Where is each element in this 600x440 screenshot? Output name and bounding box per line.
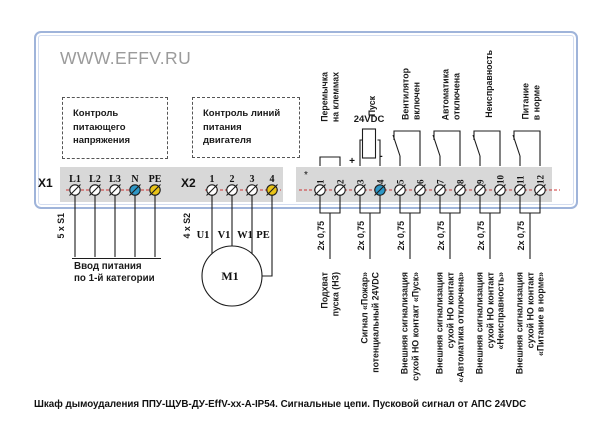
- bottom-label-start-latch: [320, 272, 341, 316]
- top-label-fault: [484, 50, 495, 118]
- svg-text:L2: L2: [89, 174, 101, 185]
- contact-fault: [473, 131, 500, 166]
- svg-text:7: 7: [435, 179, 446, 184]
- terminal-sig-2: [335, 179, 346, 196]
- cable-size-label: 2х 0,75: [396, 221, 406, 251]
- svg-text:12: 12: [535, 175, 546, 184]
- start-voltage-label: 24VDC: [353, 114, 385, 125]
- motor-terminal-v1: V1: [217, 230, 231, 241]
- label-line: сухой НО контакт: [444, 272, 455, 349]
- label-line: Перемычка: [319, 72, 330, 122]
- label-line: Подхват: [319, 272, 330, 309]
- diagram-caption: Шкаф дымоудаления ППУ-ЩУВ-ДУ-EffV-xx-A-IP54. Сигнальные цепи. Пусковой сигнал от АПС 24VDC: [34, 399, 527, 410]
- note-5xs1: 5 x S1: [56, 213, 66, 239]
- top-label-automation-off: [441, 69, 462, 120]
- terminal-x2-1: [207, 174, 218, 196]
- contact-power-ok: [513, 131, 540, 166]
- label-line: Внешняя сигнализация: [434, 272, 445, 375]
- terminal-sig-7: [435, 179, 446, 196]
- terminal-sig-11: [515, 175, 526, 196]
- terminal-x2-4: [267, 174, 278, 196]
- contact-automation-off: [433, 131, 460, 166]
- cable-size-label: 2х 0,75: [316, 221, 326, 251]
- label-line: пуска (НЗ): [330, 272, 340, 317]
- cable-size-label: 2х 0,75: [516, 221, 526, 251]
- terminal-sig-8: [455, 179, 466, 196]
- cable-size-label: 2х 0,75: [476, 221, 486, 251]
- label-line: включен: [411, 82, 421, 120]
- terminal-sig-1: [315, 179, 326, 196]
- cable-size-label: 2х 0,75: [436, 221, 446, 251]
- terminal-sig-3: [355, 179, 366, 196]
- label-line: Питание: [520, 83, 531, 120]
- label-line: «Питание в норме»: [535, 272, 546, 356]
- motor-terminal-u1: U1: [196, 230, 210, 241]
- terminal-sig-4: [375, 179, 386, 196]
- label-line: сухой НО контакт «Пуск»: [410, 272, 420, 381]
- label-line: «Неисправность»: [495, 272, 506, 350]
- terminal-sig-6: [415, 179, 426, 196]
- label-line: Внешняя сигнализация: [474, 272, 485, 375]
- label-line: в норме: [531, 84, 541, 120]
- x2-block-label: X2: [181, 176, 196, 190]
- cable-size-label: 2х 0,75: [356, 221, 366, 251]
- feed-note-line: Ввод питания: [74, 261, 142, 272]
- svg-text:6: 6: [415, 179, 426, 184]
- bottom-label-ext-fault: [474, 272, 506, 374]
- label-line: потенциальный 24VDC: [370, 272, 380, 373]
- svg-text:L1: L1: [69, 174, 81, 185]
- dashed-box-line: Контроль линий: [203, 108, 281, 119]
- minus-sign: -: [379, 151, 383, 162]
- label-line: Неисправность: [483, 50, 494, 118]
- dashed-box-line: питающего: [73, 121, 126, 133]
- bottom-label-fire-signal: [360, 272, 381, 373]
- label-line: отключена: [451, 73, 461, 120]
- bottom-label-ext-automation-off: [434, 272, 466, 383]
- terminal-sig-5: [395, 179, 406, 196]
- svg-text:4: 4: [269, 174, 275, 185]
- terminal-x2-2: [227, 174, 238, 196]
- svg-text:1: 1: [209, 174, 215, 185]
- label-line: «Автоматика отключена»: [455, 272, 466, 383]
- top-label-fan-on: [401, 68, 422, 120]
- label-line: на клеммах: [330, 71, 340, 122]
- label-line: сухой НО контакт: [484, 272, 495, 349]
- terminal-pe: [149, 174, 162, 196]
- label-line: Вентилятор: [400, 68, 411, 120]
- svg-text:3: 3: [249, 174, 255, 185]
- plus-sign: +: [349, 156, 355, 167]
- feed-category-note: [74, 261, 155, 284]
- bottom-label-ext-start: [400, 272, 421, 381]
- terminal-l2: [89, 174, 101, 196]
- motor-terminal-w1: W1: [237, 230, 253, 241]
- note-4xs2: 4 x S2: [182, 213, 192, 239]
- terminal-sig-12: [535, 175, 546, 196]
- jumper-symbol: [320, 157, 340, 166]
- feed-note-line: по 1-й категории: [74, 272, 155, 284]
- top-label-power-ok: [521, 83, 542, 120]
- label-line: Пуск: [366, 95, 377, 116]
- terminal-sig-10: [495, 175, 506, 196]
- svg-text:4: 4: [375, 179, 386, 184]
- dashed-box-line: питания: [203, 121, 242, 133]
- x1-feed-wires: [75, 196, 155, 258]
- terminal-l3: [109, 174, 121, 196]
- svg-text:3: 3: [355, 179, 366, 184]
- terminal-n: [130, 174, 141, 196]
- svg-text:1: 1: [315, 179, 326, 184]
- label-line: Внешняя сигнализация: [399, 272, 410, 375]
- watermark-url: WWW.EFFV.RU: [60, 48, 192, 68]
- label-line: Сигнал «Пожар»: [359, 272, 370, 344]
- svg-text:9: 9: [475, 179, 486, 184]
- terminal-x2-3: [247, 174, 258, 196]
- terminal-sig-9: [475, 179, 486, 196]
- svg-text:L3: L3: [109, 174, 121, 185]
- dc-source-symbol: [363, 129, 376, 158]
- svg-text:PE: PE: [148, 174, 162, 185]
- star-mark: *: [304, 170, 308, 181]
- svg-text:11: 11: [515, 175, 526, 184]
- svg-text:N: N: [131, 174, 139, 185]
- svg-text:2: 2: [335, 179, 346, 184]
- label-line: сухой НО контакт: [524, 272, 535, 349]
- motor-terminal-pe: PE: [256, 230, 270, 241]
- label-line: Внешняя сигнализация: [514, 272, 525, 375]
- x1-block-label: X1: [38, 176, 53, 190]
- contact-fan-on: [393, 131, 420, 166]
- dashed-box-line: двигателя: [203, 135, 252, 146]
- bottom-label-ext-power-ok: [514, 272, 546, 374]
- svg-text:2: 2: [229, 174, 235, 185]
- top-label-jumper: [320, 72, 341, 122]
- terminal-l1: [69, 174, 81, 196]
- dashed-box-line: Контроль: [73, 108, 119, 119]
- dashed-box-line: напряжения: [73, 135, 130, 146]
- motor-label: M1: [221, 269, 239, 283]
- svg-text:10: 10: [495, 175, 506, 184]
- svg-text:8: 8: [455, 179, 466, 184]
- svg-text:5: 5: [395, 179, 406, 184]
- top-label-start: [367, 96, 378, 116]
- label-line: Автоматика: [440, 68, 451, 120]
